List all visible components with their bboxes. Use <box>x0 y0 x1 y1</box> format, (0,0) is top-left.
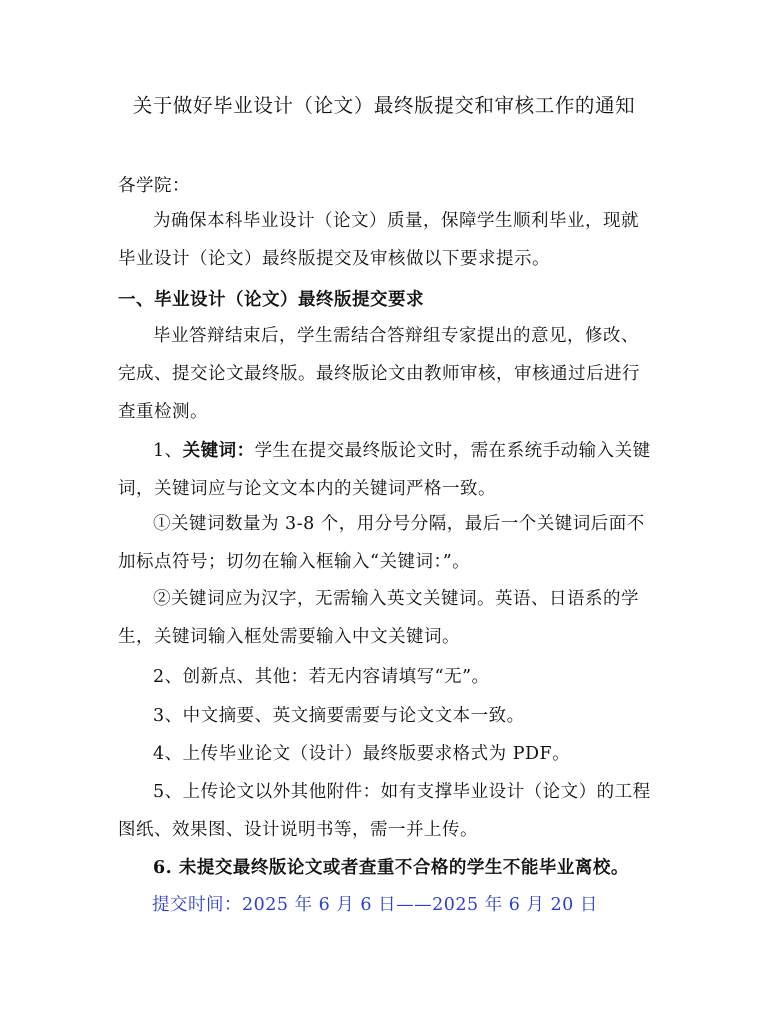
item-5-attachments: 5、上传论文以外其他附件：如有支撑毕业设计（论文）的工程图纸、效果图、设计说明书等，需一并上传。 <box>118 782 651 840</box>
page-title: 关于做好毕业设计（论文）最终版提交和审核工作的通知 <box>132 94 636 117</box>
item-1-keywords <box>118 432 652 508</box>
intro-paragraph: 为确保本科毕业设计（论文）质量，保障学生顺利毕业，现就毕业设计（论文）最终版提交及审核做以下要求提示。 <box>118 211 639 269</box>
section-body-paragraph: 毕业答辩结束后，学生需结合答辩组专家提出的意见，修改、完成、提交论文最终版。最终版论文由教师审核，审核通过后进行查重检测。 <box>118 326 640 422</box>
item-1-text: 学生在提交最终版论文时，需在系统手动输入关键词，关键词应与论文文本内的关键词严格一致。 <box>118 441 651 499</box>
item-2-innovation: 2、创新点、其他：若无内容请填写“无”。 <box>153 667 490 687</box>
item-6-warning: 6. 未提交最终版论文或者查重不合格的学生不能毕业离校。 <box>153 858 629 878</box>
item-3-abstract: 3、中文摘要、英文摘要需要与论文文本一致。 <box>153 706 525 726</box>
section-heading: 一、毕业设计（论文）最终版提交要求 <box>118 290 424 310</box>
keyword-rule-1: ①关键词数量为 3-8 个，用分号分隔，最后一个关键词后面不加标点符号；切勿在输入框输入“关键词：”。 <box>118 514 645 572</box>
keyword-rule-2: ②关键词应为汉字，无需输入英文关键词。英语、日语系的学生，关键词输入框处需要输入中文关键词。 <box>118 589 639 647</box>
item-1-number: 1、 <box>153 441 183 461</box>
item-1-label: 关键词： <box>182 441 255 461</box>
item-4-format: 4、上传毕业论文（设计）最终版要求格式为 PDF。 <box>153 744 571 764</box>
submission-time: 提交时间：2025 年 6 月 6 日——2025 年 6 月 20 日 <box>152 895 598 915</box>
salutation: 各学院： <box>118 176 190 196</box>
